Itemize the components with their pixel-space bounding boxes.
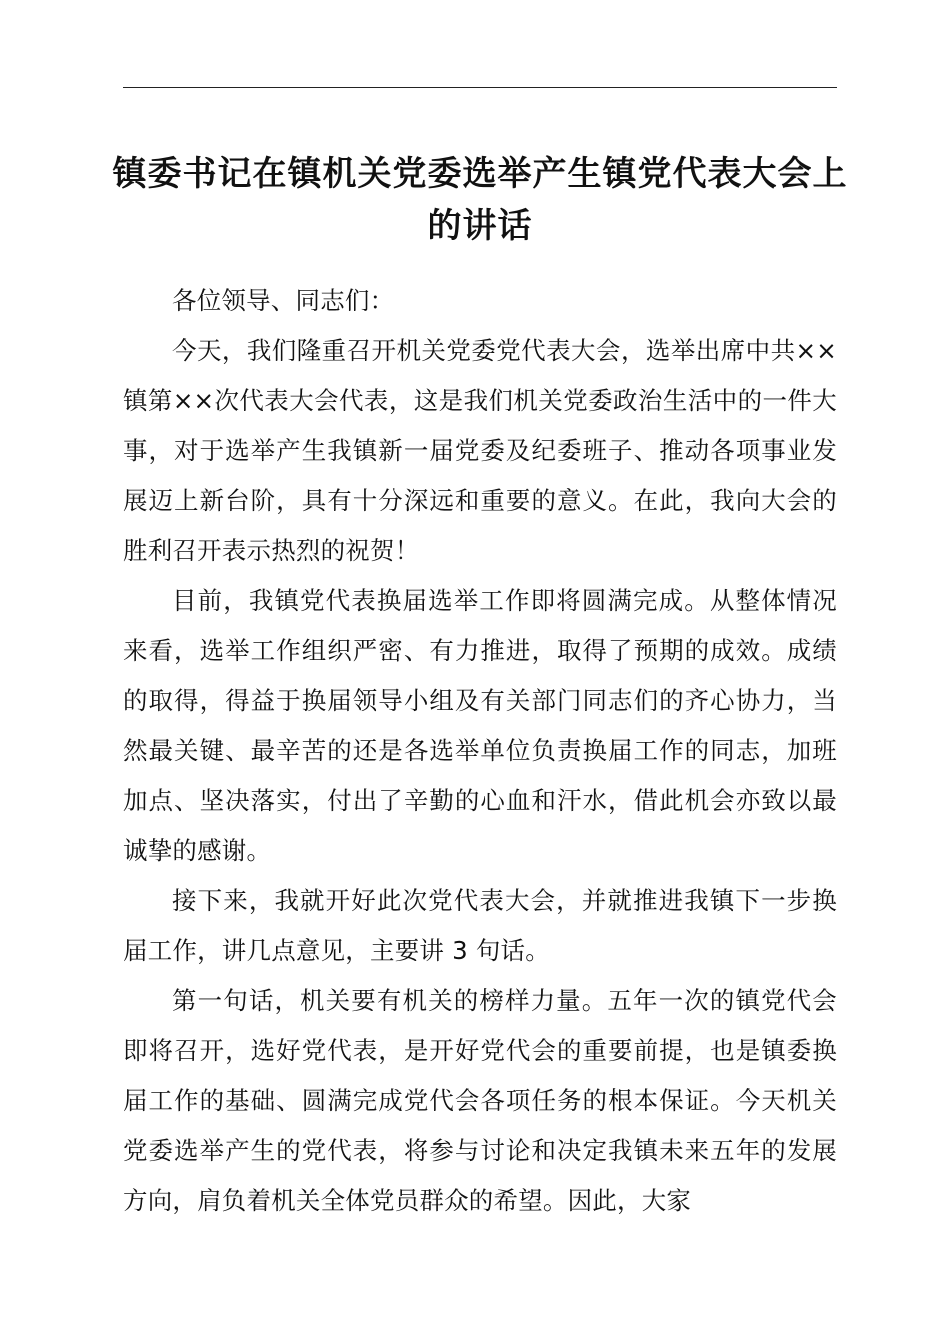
document-title: 镇委书记在镇机关党委选举产生镇党代表大会上的讲话 xyxy=(112,154,848,246)
body-paragraph: 第一句话，机关要有机关的榜样力量。五年一次的镇党代会即将召开，选好党代表，是开好党代会的重要前提，也是镇委换届工作的基础、圆满完成党代会各项任务的根本保证。今天机关党委选举产生的党代表，将参与讨论和决定我镇未来五年的发展方向，肩负着机关全体党员群众的希望。因此，大家 xyxy=(123,986,837,1215)
body-paragraph: 今天，我们隆重召开机关党委党代表大会，选举出席中共××镇第××次代表大会代表，这是我们机关党委政治生活中的一件大事，对于选举产生我镇新一届党委及纪委班子、推动各项事业发展迈上新台阶，具有十分深远和重要的意义。在此，我向大会的胜利召开表示热烈的祝贺！ xyxy=(123,336,837,565)
header-rule xyxy=(123,87,837,88)
body-paragraph: 接下来，我就开好此次党代表大会，并就推进我镇下一步换届工作，讲几点意见，主要讲 3 句话。 xyxy=(123,886,837,965)
salutation-paragraph: 各位领导、同志们： xyxy=(172,286,395,315)
document-body xyxy=(123,276,837,1226)
body-paragraph: 目前，我镇党代表换届选举工作即将圆满完成。从整体情况来看，选举工作组织严密、有力推进，取得了预期的成效。成绩的取得，得益于换届领导小组及有关部门同志们的齐心协力，当然最关键、最辛苦的还是各选举单位负责换届工作的同志，加班加点、坚决落实，付出了辛勤的心血和汗水，借此机会亦致以最诚挚的感谢。 xyxy=(123,586,837,865)
